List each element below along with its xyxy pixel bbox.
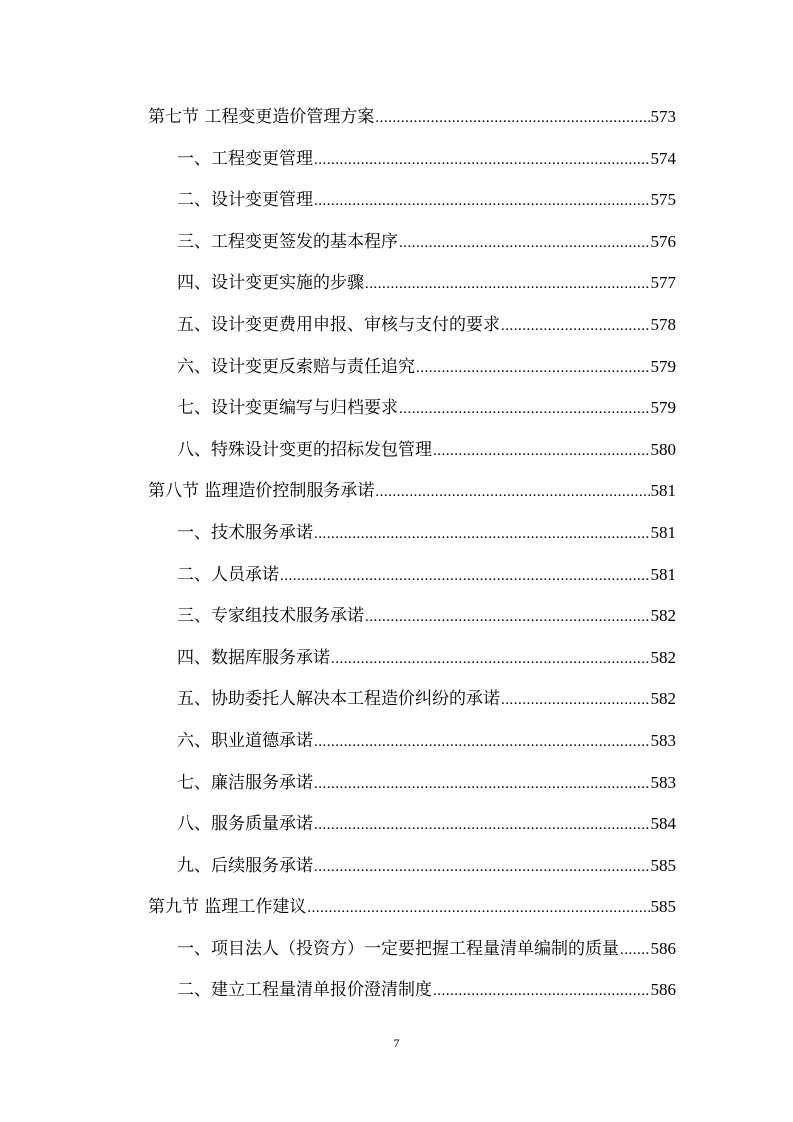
- toc-entry-page: 582: [650, 689, 676, 709]
- toc-entry-page: 586: [650, 938, 676, 958]
- toc-entry-title: 二、建立工程量清单报价澄清制度: [177, 980, 432, 1001]
- toc-entry-page: 581: [650, 522, 676, 542]
- toc-leader-dots: [501, 305, 650, 346]
- toc-entry-page: 580: [650, 439, 676, 459]
- toc-entry[interactable]: [148, 969, 676, 1011]
- toc-entry-title: 八、特殊设计变更的招标发包管理: [177, 439, 432, 460]
- toc-leader-dots: [307, 887, 649, 928]
- toc-entry-title: 八、服务质量承诺: [177, 814, 313, 835]
- toc-entry[interactable]: [148, 512, 676, 554]
- toc-entry-title: 九、后续服务承诺: [177, 855, 313, 876]
- toc-entry-title: 第八节 监理造价控制服务承诺: [148, 481, 375, 502]
- toc-entry[interactable]: [148, 429, 676, 471]
- toc-entry-title: 四、数据库服务承诺: [177, 647, 330, 668]
- toc-entry-page: 576: [650, 231, 676, 251]
- toc-leader-dots: [365, 596, 650, 637]
- toc-leader-dots: [314, 513, 650, 554]
- toc-entry-page: 577: [650, 273, 676, 293]
- toc-leader-dots: [314, 846, 650, 887]
- toc-entry-page: 583: [650, 772, 676, 792]
- toc-entry-title: 五、设计变更费用申报、审核与支付的要求: [177, 314, 500, 335]
- toc-entry-page: 574: [650, 148, 676, 168]
- toc-entry[interactable]: [148, 96, 676, 138]
- toc-entry[interactable]: [148, 262, 676, 304]
- toc-entry-title: 二、设计变更管理: [177, 190, 313, 211]
- toc-entry[interactable]: [148, 762, 676, 804]
- toc-entry-page: 585: [650, 897, 676, 917]
- toc-leader-dots: [399, 388, 650, 429]
- toc-leader-dots: [314, 180, 650, 221]
- toc-entry-title: 三、工程变更签发的基本程序: [177, 231, 398, 252]
- toc-entry[interactable]: [148, 179, 676, 221]
- toc-entry-page: 582: [650, 647, 676, 667]
- toc-entry-title: 二、人员承诺: [177, 564, 279, 585]
- toc-entry[interactable]: [148, 304, 676, 346]
- toc-entry[interactable]: [148, 678, 676, 720]
- toc-entry-title: 一、项目法人（投资方）一定要把握工程量清单编制的质量: [177, 938, 619, 959]
- toc-entry-title: 五、协助委托人解决本工程造价纠纷的承诺: [177, 689, 500, 710]
- toc-entry[interactable]: [148, 387, 676, 429]
- toc-entry[interactable]: [148, 886, 676, 928]
- toc-leader-dots: [331, 638, 650, 679]
- toc-leader-dots: [314, 763, 650, 804]
- toc-entry[interactable]: [148, 138, 676, 180]
- toc-leader-dots: [416, 347, 650, 388]
- toc-entry-title: 四、设计变更实施的步骤: [177, 273, 364, 294]
- toc-entry-page: 582: [650, 606, 676, 626]
- toc-entry-page: 579: [650, 356, 676, 376]
- toc-leader-dots: [314, 721, 650, 762]
- table-of-contents: [148, 96, 676, 1011]
- toc-entry-page: 584: [650, 814, 676, 834]
- toc-entry-title: 一、技术服务承诺: [177, 522, 313, 543]
- toc-leader-dots: [433, 430, 650, 471]
- toc-entry-page: 581: [650, 481, 676, 501]
- toc-entry-title: 第七节 工程变更造价管理方案: [148, 107, 375, 127]
- toc-entry-title: 三、专家组技术服务承诺: [177, 606, 364, 627]
- toc-entry-page: 573: [650, 107, 676, 126]
- toc-entry-page: 578: [650, 314, 676, 334]
- toc-entry[interactable]: [148, 928, 676, 970]
- toc-entry-title: 六、设计变更反索赔与责任追究: [177, 356, 415, 377]
- toc-entry[interactable]: [148, 470, 676, 512]
- toc-leader-dots: [280, 555, 650, 596]
- toc-leader-dots: [365, 263, 650, 304]
- toc-entry[interactable]: [148, 346, 676, 388]
- toc-entry[interactable]: [148, 720, 676, 762]
- toc-leader-dots: [433, 970, 650, 1011]
- toc-entry[interactable]: [148, 554, 676, 596]
- toc-entry[interactable]: [148, 595, 676, 637]
- toc-entry[interactable]: [148, 637, 676, 679]
- toc-entry-page: 581: [650, 564, 676, 584]
- toc-leader-dots: [620, 929, 650, 970]
- toc-entry-title: 一、工程变更管理: [177, 148, 313, 169]
- toc-entry-page: 583: [650, 730, 676, 750]
- toc-entry[interactable]: [148, 221, 676, 263]
- toc-entry[interactable]: [148, 803, 676, 845]
- toc-entry-title: 六、职业道德承诺: [177, 730, 313, 751]
- toc-entry-page: 575: [650, 190, 676, 210]
- toc-entry-page: 585: [650, 855, 676, 875]
- toc-leader-dots: [375, 97, 649, 138]
- toc-entry-title: 第九节 监理工作建议: [148, 897, 307, 918]
- toc-leader-dots: [314, 804, 650, 845]
- toc-leader-dots: [314, 139, 650, 180]
- toc-entry-title: 七、廉洁服务承诺: [177, 772, 313, 793]
- toc-leader-dots: [399, 222, 650, 263]
- toc-entry-title: 七、设计变更编写与归档要求: [177, 398, 398, 419]
- toc-leader-dots: [375, 471, 649, 512]
- toc-entry-page: 579: [650, 398, 676, 418]
- toc-leader-dots: [501, 679, 650, 720]
- toc-entry[interactable]: [148, 845, 676, 887]
- page-number: 7: [393, 1036, 400, 1050]
- toc-entry-page: 586: [650, 980, 676, 1000]
